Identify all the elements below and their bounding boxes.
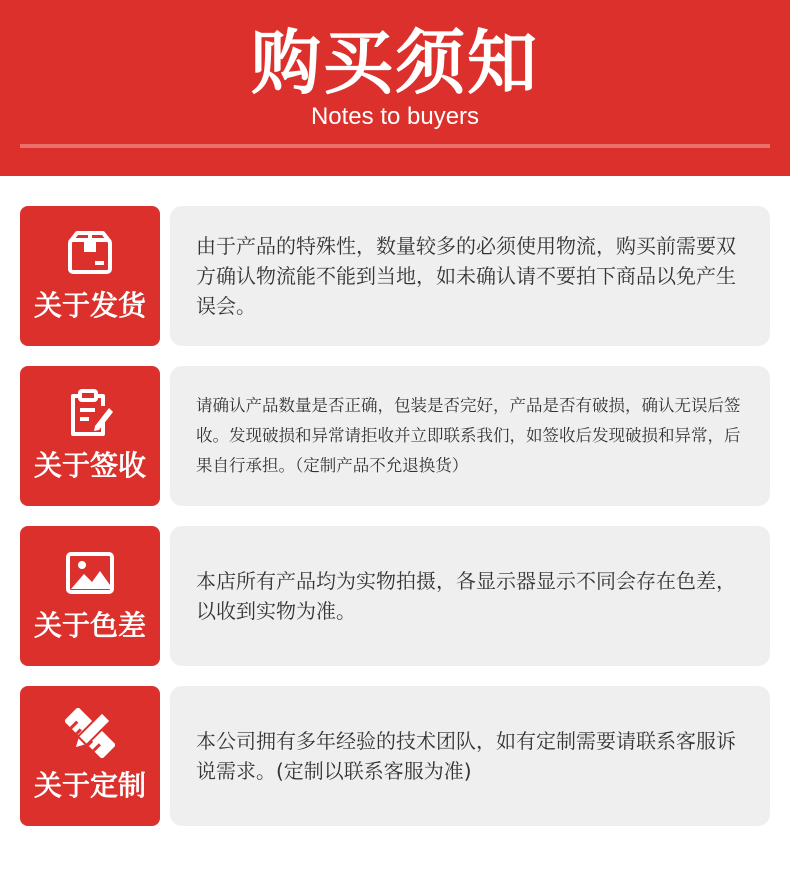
notice-row-receipt bbox=[20, 366, 770, 506]
image-icon bbox=[65, 548, 115, 598]
notice-text: 本公司拥有多年经验的技术团队，如有定制需要请联系客服诉说需求。(定制以联系客服为准) bbox=[196, 729, 736, 783]
notice-card bbox=[170, 366, 770, 506]
notice-tag bbox=[20, 366, 160, 506]
notice-tag bbox=[20, 206, 160, 346]
notice-row-shipping bbox=[20, 206, 770, 346]
package-icon bbox=[65, 228, 115, 278]
tag-label: 关于色差 bbox=[33, 609, 146, 642]
notice-text: 请确认产品数量是否正确，包装是否完好，产品是否有破损，确认无误后签收。发现破损和异常请拒收并立即联系我们，如签收后发现破损和异常，后果自行承担。（定制产品不允退换货） bbox=[196, 396, 741, 475]
notice-card bbox=[170, 206, 770, 346]
tag-label: 关于签收 bbox=[33, 449, 146, 482]
header-banner bbox=[0, 0, 790, 176]
pencil-ruler-icon bbox=[65, 708, 115, 758]
page-subtitle: Notes to buyers bbox=[310, 103, 480, 130]
notice-text: 由于产品的特殊性，数量较多的必须使用物流，购买前需要双方确认物流能不能到当地，如未确认请不要拍下商品以免产生误会。 bbox=[196, 234, 736, 318]
notice-row-color bbox=[20, 526, 770, 666]
tag-label: 关于定制 bbox=[33, 769, 146, 802]
notice-tag bbox=[20, 686, 160, 826]
tag-label: 关于发货 bbox=[33, 289, 146, 322]
notice-text: 本店所有产品均为实物拍摄，各显示器显示不同会存在色差，以收到实物为准。 bbox=[196, 569, 736, 623]
notice-card bbox=[170, 686, 770, 826]
clipboard-edit-icon bbox=[65, 388, 115, 438]
notice-row-custom bbox=[20, 686, 770, 826]
notice-tag bbox=[20, 526, 160, 666]
notice-card bbox=[170, 526, 770, 666]
divider bbox=[20, 144, 770, 148]
page-title: 购买须知 bbox=[251, 22, 539, 104]
